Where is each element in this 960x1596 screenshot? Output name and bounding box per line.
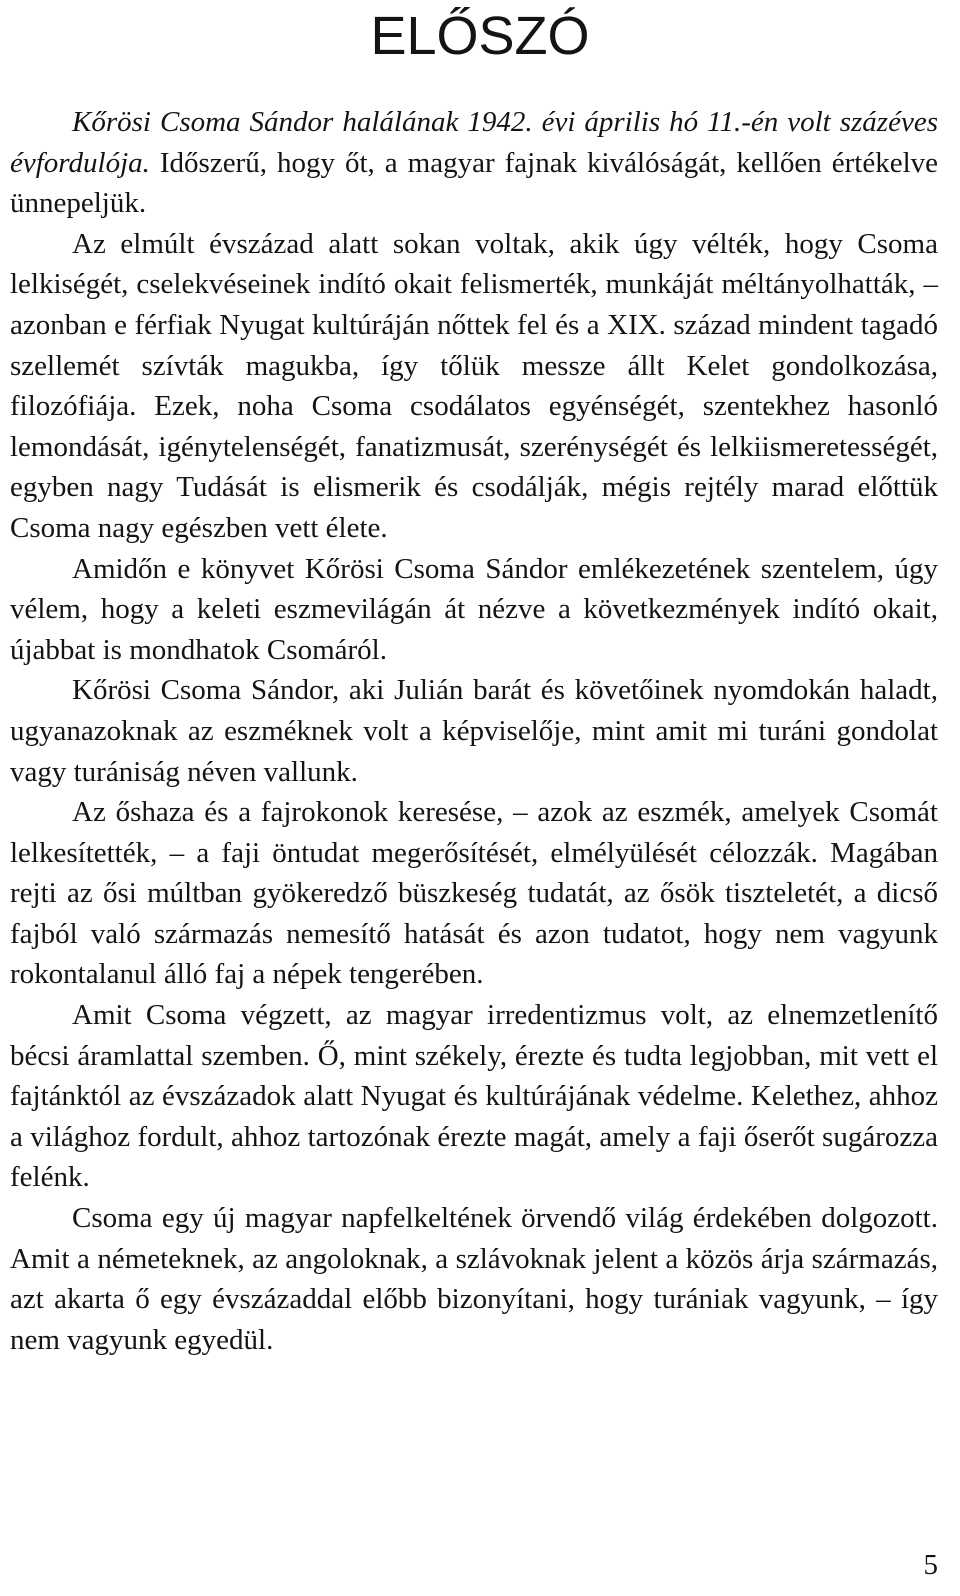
- paragraph-2: Az elmúlt évszázad alatt sokan voltak, akik úgy vélték, hogy Csoma lelkiségét, cselekvéseinek indító okait felismerték, munkáját méltányolhatták, – azonban e férfiak Nyugat kultúráján nőttek fel és a XIX. század mindent tagadó szellemét szívták magukba, így tőlük messze állt Kelet gondolkozása, filozófiája. Ezek, noha Csoma csodálatos egyénségét, szentekhez hasonló lemondását, igénytelenségét, fanatizmusát, szerénységét és lelkiismeretességét, egyben nagy Tudását is elismerik és csodálják, mégis rejtély marad előttük Csoma nagy egészben vett élete.: [10, 227, 938, 544]
- paragraph-3: Amidőn e könyvet Kőrösi Csoma Sándor emlékezetének szentelem, úgy vélem, hogy a keleti eszmevilágán át nézve a következmények indító okait, újabbat is mondhatok Csomáról.: [10, 552, 938, 666]
- page-number: 5: [923, 1549, 938, 1581]
- page-title: ELŐSZÓ: [370, 6, 590, 66]
- paragraph-4: Kőrösi Csoma Sándor, aki Julián barát és követőinek nyomdokán haladt, ugyanazoknak az eszméknek volt a képviselője, mint amit mi turáni gondolat vagy turániság néven vallunk.: [10, 674, 938, 788]
- paragraph-6: Amit Csoma végzett, az magyar irredentizmus volt, az elnemzetlenítő bécsi áramlattal szemben. Ő, mint székely, érezte és tudta legjobban, mit vett el fajtánktól az évszázadok alatt Nyugat és kultúrájának védelme. Kelethez, ahhoz a világhoz fordult, ahhoz tartozónak érezte magát, amely a faji őserőt sugározza felénk.: [10, 999, 938, 1194]
- paragraph-text: Időszerű, hogy őt, a magyar fajnak kiválóságát, kellően értékelve ünnepeljük.: [10, 146, 938, 220]
- paragraph-5: Az őshaza és a fajrokonok keresése, – azok az eszmék, amelyek Csomát lelkesítették, – a faji öntudat megerősítését, elmélyülését célozzák. Magában rejti az ősi múltban gyökeredző büszkeség tudatát, az ősök tiszteletét, a dicső fajból való származás nemesítő hatását és azon tudatot, hogy nem vagyunk rokontalanul álló faj a népek tengerében.: [10, 796, 938, 991]
- foreword-body: [10, 102, 938, 1360]
- paragraph-italic-lead: Kőrösi Csoma Sándor halálának 1942. évi április hó 11.-én volt százéves évfordulója.: [10, 106, 938, 179]
- paragraph-7: Csoma egy új magyar napfelkeltének örvendő világ érdekében dolgozott. Amit a németeknek, az angoloknak, a szlávoknak jelent a közös árja származás, azt akarta ő egy évszázaddal előbb bizonyítani, hogy turániak vagyunk, – így nem vagyunk egyedül.: [10, 1202, 938, 1356]
- paragraph-1: [10, 102, 938, 224]
